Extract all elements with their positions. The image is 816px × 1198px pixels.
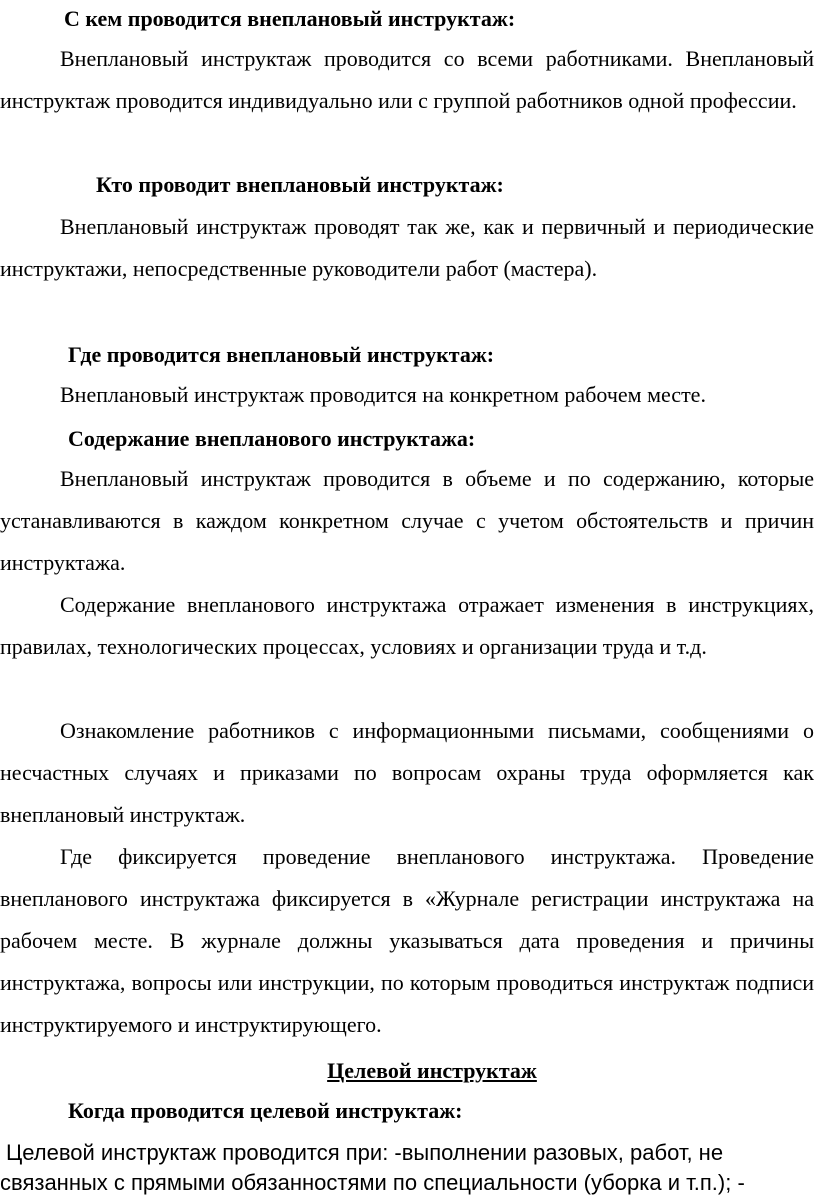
paragraph-who-conducts: Внеплановый инструктаж проводят так же, как и первичный и периодические инструктажи, непосредственные руководители работ (мастера). [0, 214, 814, 281]
paragraph-content-2: Содержание внепланового инструктажа отражает изменения в инструкциях, правилах, технологических процессах, условиях и организации труда и т.д. [0, 592, 814, 659]
paragraph-content-4: Где фиксируется проведение внепланового инструктажа. Проведение внепланового инструктажа фиксируется в «Журнале регистрации инструктажа на рабочем месте. В журнале должны указываться дата проведения и причины инструктажа, вопросы или инструкции, по которым проводиться инструктаж подписи инструктируемого и инструктирующего. [0, 844, 814, 1037]
heading-content: Содержание внепланового инструктажа: [68, 426, 476, 451]
heading-who-conducts: Кто проводит внеплановый инструктаж: [96, 172, 504, 197]
heading-where-conducted: Где проводится внеплановый инструктаж: [68, 342, 495, 367]
paragraph-when-target: Целевой инструктаж проводится при: -выполнении разовых, работ, не связанных с прямыми обязанностями по специальности (уборка и т.п.); - [0, 1140, 745, 1195]
section-title-target-instruction: Целевой инструктаж [327, 1058, 537, 1083]
paragraph-who-is-instructed: Внеплановый инструктаж проводится со всеми работниками. Внеплановый инструктаж проводится индивидуально или с группой работников одной профессии. [0, 46, 814, 113]
heading-when-target: Когда проводится целевой инструктаж: [68, 1098, 463, 1123]
paragraph-content-3: Ознакомление работников с информационными письмами, сообщениями о несчастных случаях и приказами по вопросам охраны труда оформляется как внеплановый инструктаж. [0, 718, 814, 827]
paragraph-content-1: Внеплановый инструктаж проводится в объеме и по содержанию, которые устанавливаются в каждом конкретном случае с учетом обстоятельств и причин инструктажа. [0, 466, 814, 575]
heading-who-is-instructed: С кем проводится внеплановый инструктаж: [64, 6, 516, 31]
paragraph-where-conducted: Внеплановый инструктаж проводится на конкретном рабочем месте. [60, 382, 706, 407]
